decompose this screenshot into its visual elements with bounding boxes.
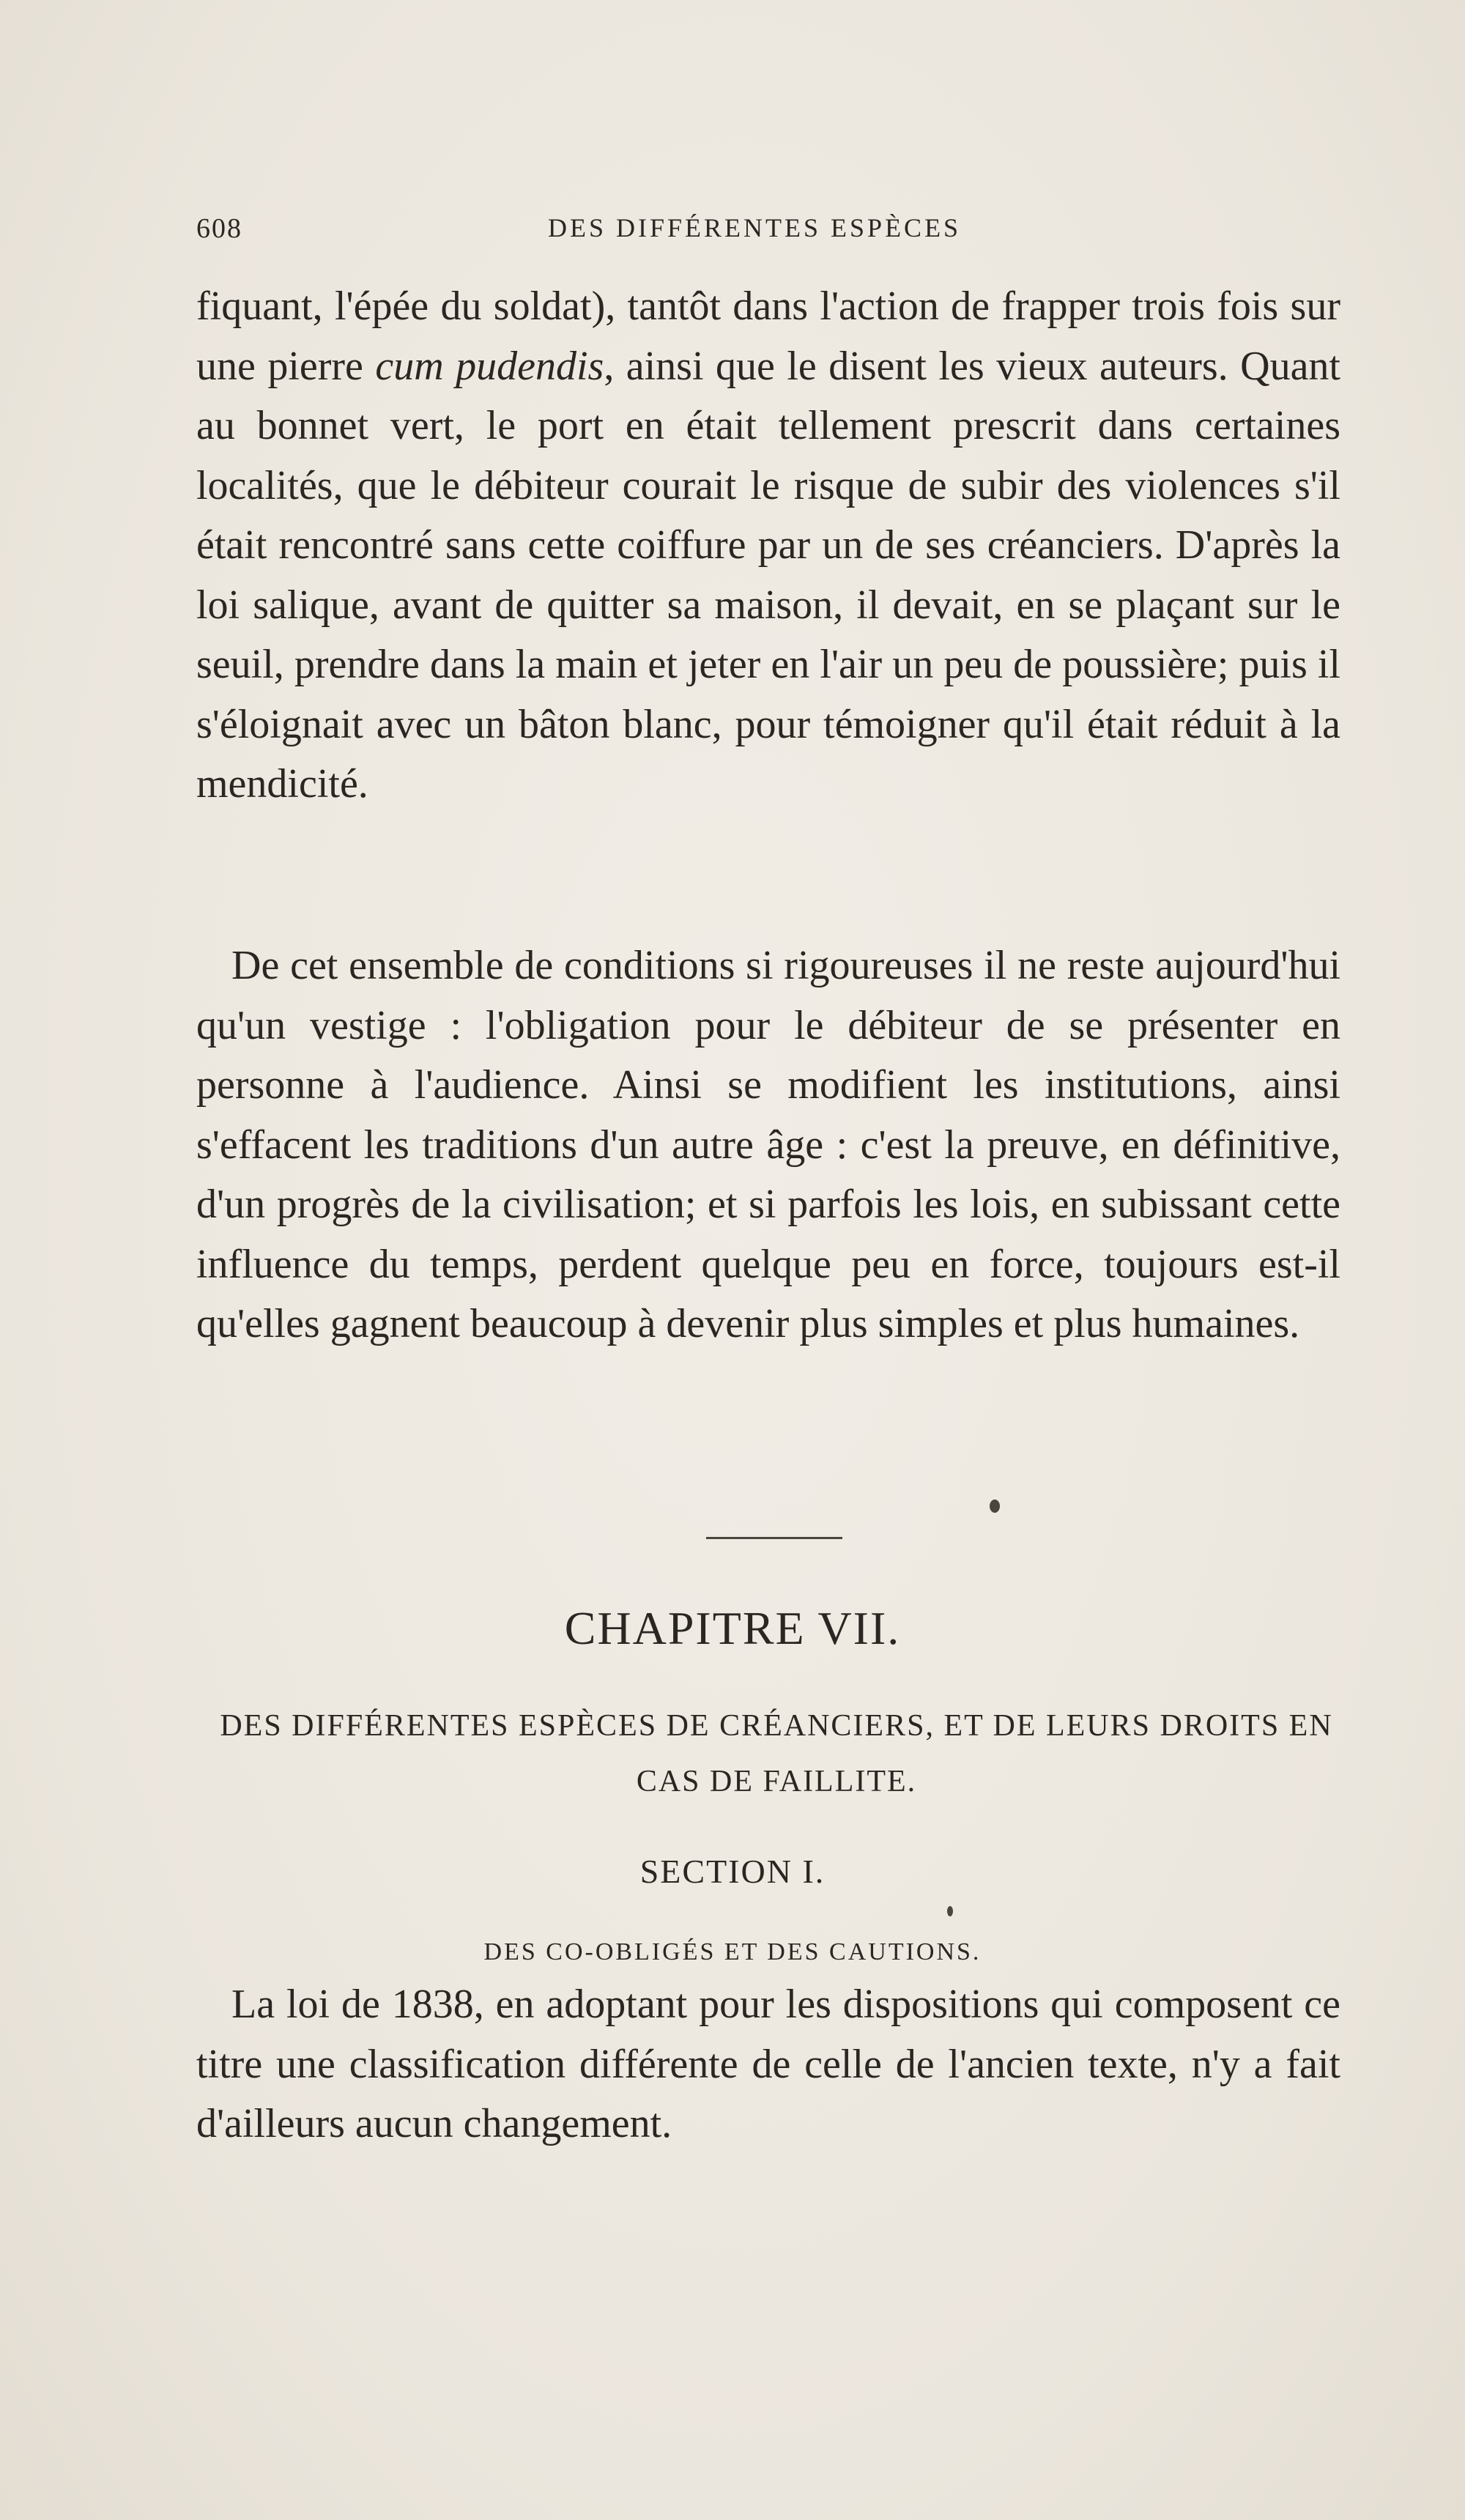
chapter-separator-rule	[706, 1537, 842, 1539]
chapter-title: CHAPITRE VII.	[564, 1602, 901, 1654]
ornament-dot-small	[947, 1906, 953, 1916]
paragraph-text: De cet ensemble de conditions si rigoureuses il ne reste aujourd'hui qu'un vestige : l'obligation pour le débiteur de se présenter en personne à l'audience. Ainsi se modifient les institutions, ainsi s'effacent les traditions d'un autre âge : c'est la preuve, en définitive, d'un progrès de la civilisation; et si parfois les lois, en subissant cette influence du temps, perdent quelque peu en force, toujours est-il qu'elles gagnent beaucoup à devenir plus simples et plus humaines.	[196, 943, 1340, 1346]
running-title: DES DIFFÉRENTES ESPÈCES	[548, 213, 962, 242]
chapter-subtitle: DES DIFFÉRENTES ESPÈCES DE CRÉANCIERS, ET DE LEURS DROITS EN CAS DE FAILLITE.	[220, 1709, 1333, 1798]
paragraph-text-start: fiquant, l'épée du soldat), tantôt dans l'action de frapper trois fois sur une pierre	[196, 284, 1340, 389]
paragraph-continued	[196, 277, 1340, 815]
paragraph-text: La loi de 1838, en adoptant pour les dispositions qui composent ce titre une classification différente de celle de l'ancien texte, n'y a fait d'ailleurs aucun changement.	[196, 1982, 1340, 2146]
latin-phrase: cum pudendis	[375, 343, 604, 389]
section-subtitle: DES CO-OBLIGÉS ET DES CAUTIONS.	[483, 1938, 982, 1965]
section-title: SECTION I.	[639, 1853, 826, 1890]
ornament-dot	[990, 1500, 1000, 1513]
paragraph-text-end: , ainsi que le disent les vieux auteurs. Quant au bonnet vert, le port en était tellement prescrit dans certaines localités, que le débiteur courait le risque de subir des violences s'il était rencontré sans cette coiffure par un de ses créanciers. D'après la loi salique, avant de quitter sa maison, il devait, en se plaçant sur le seuil, prendre dans la main et jeter en l'air un peu de poussière; puis il s'éloignait avec un bâton blanc, pour témoigner qu'il était réduit à la mendicité.	[196, 343, 1340, 807]
section-paragraph	[196, 1975, 1340, 2154]
paragraph-conclusion	[196, 936, 1340, 1354]
page-number: 608	[196, 213, 242, 244]
running-head	[196, 212, 1383, 256]
